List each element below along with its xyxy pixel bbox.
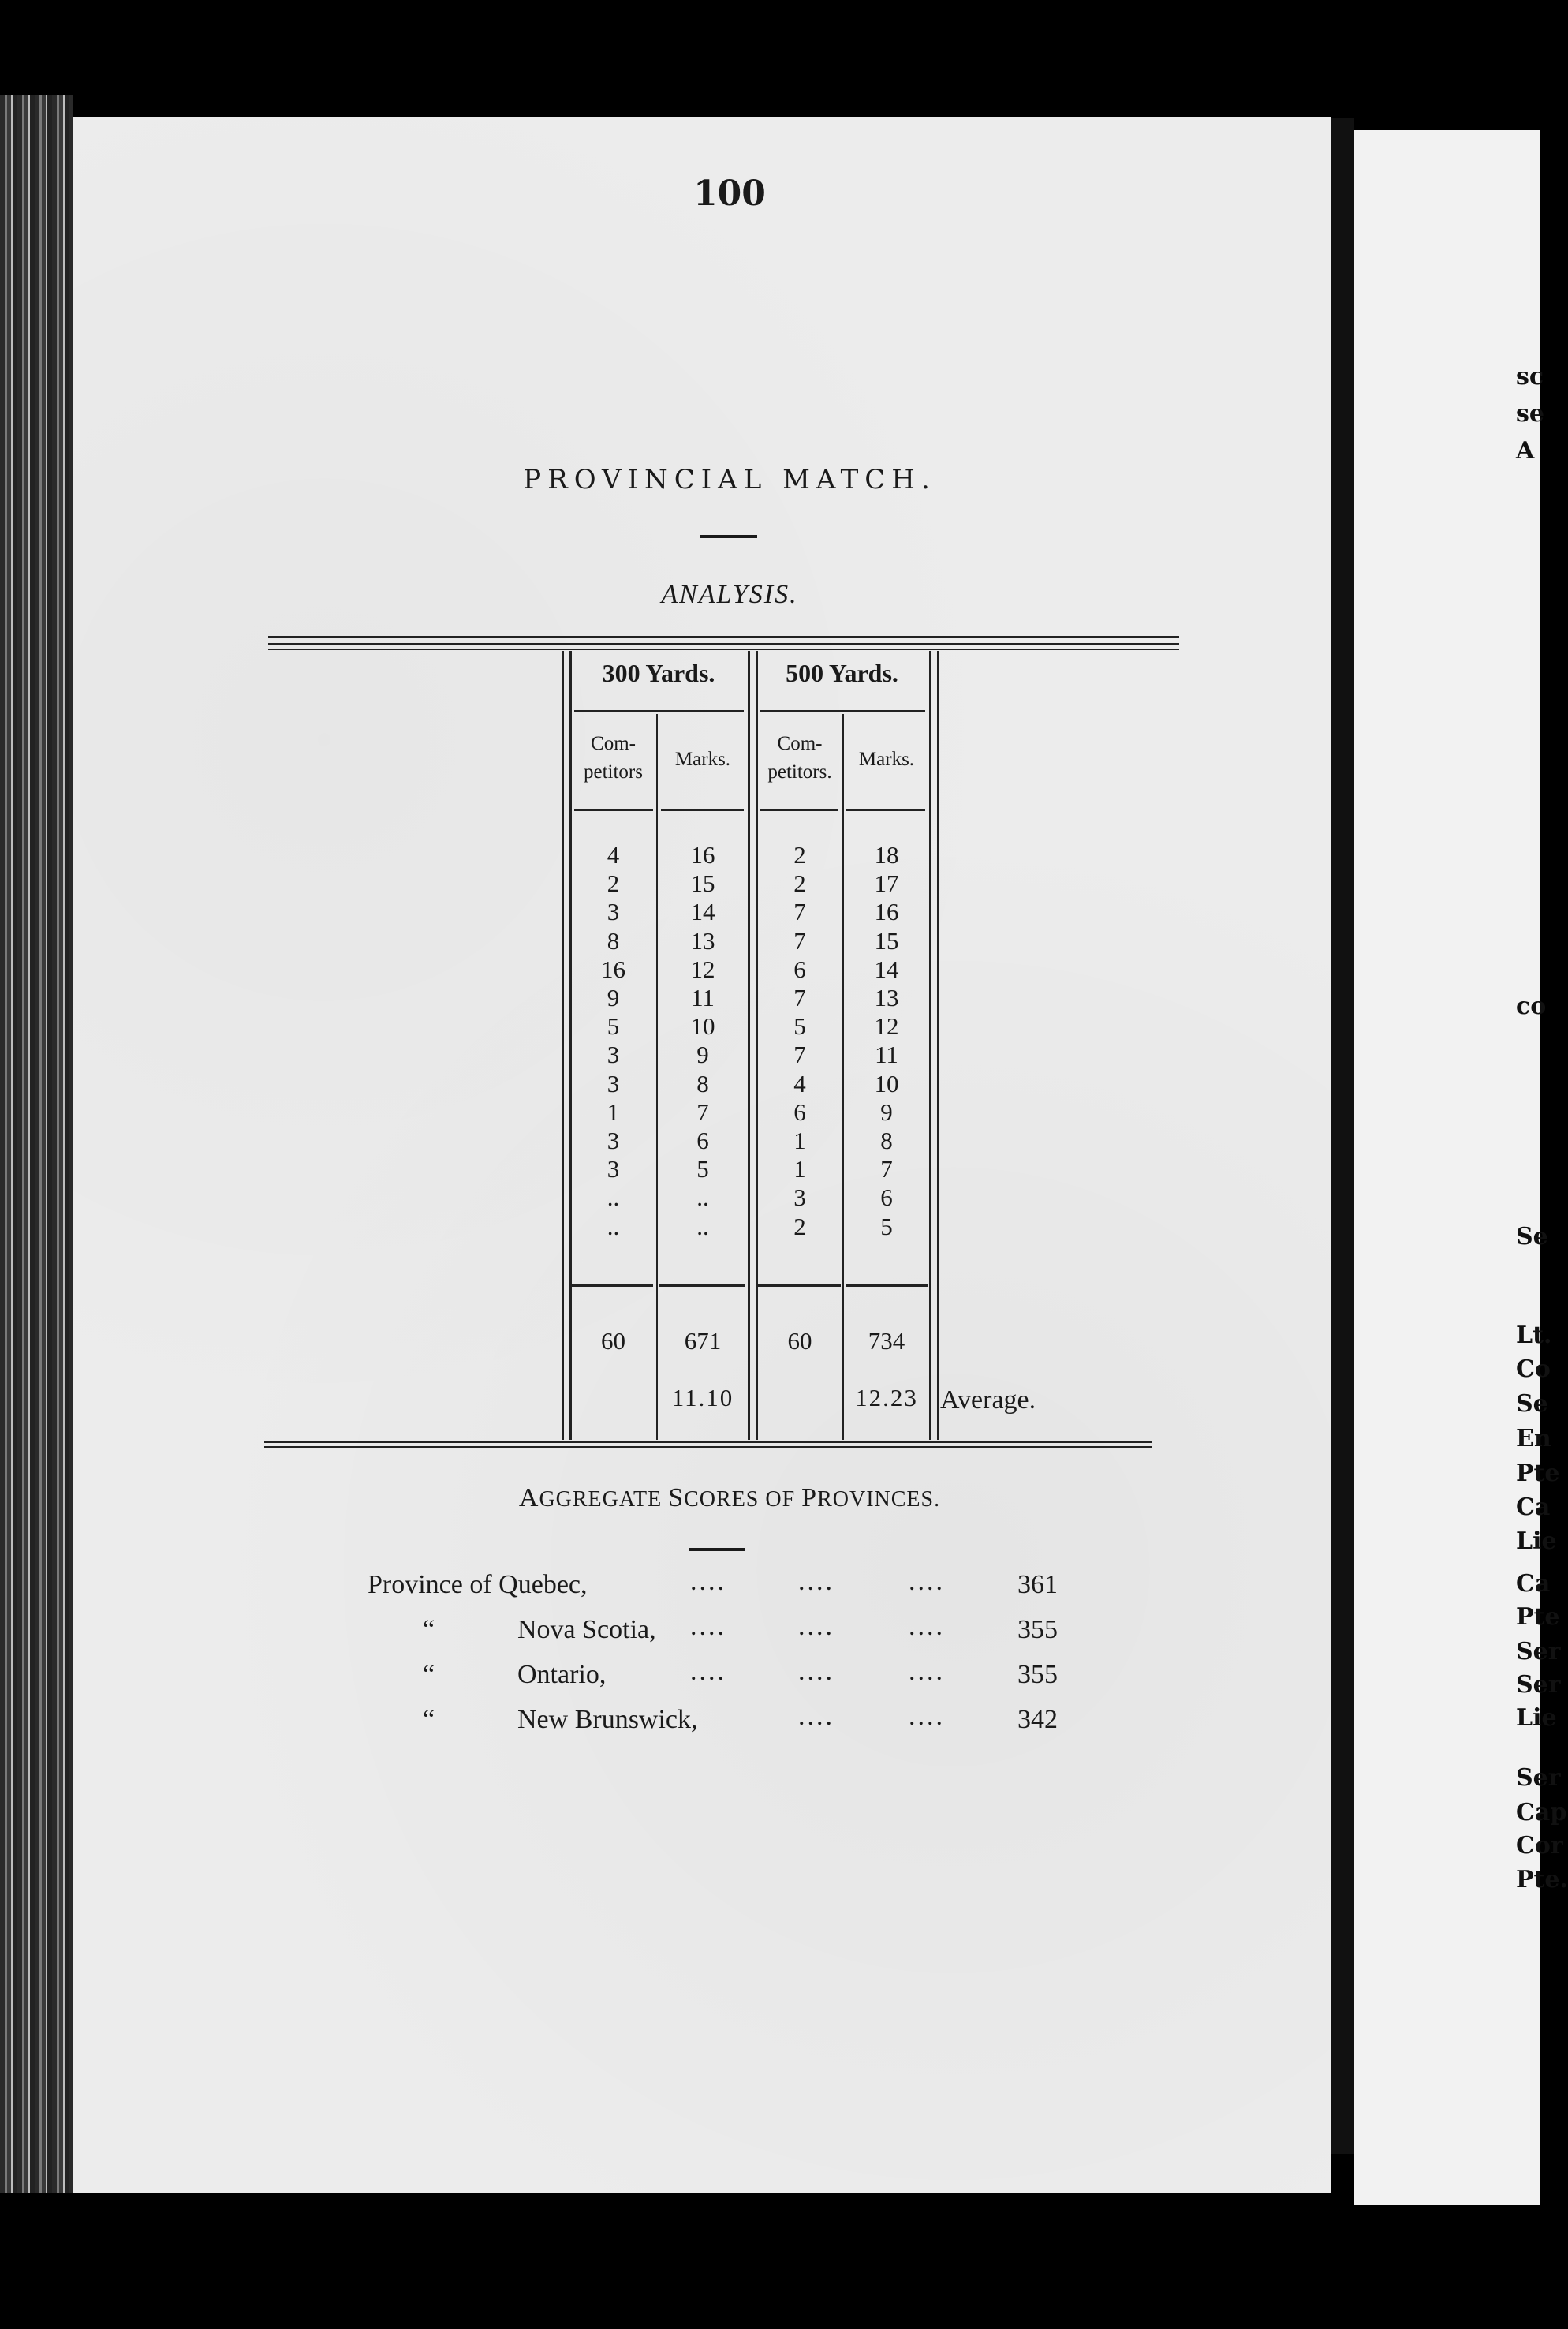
title-word: ROVINCES.: [817, 1487, 941, 1512]
ditto-mark: “: [423, 1705, 435, 1734]
cell-competitors-500: 4: [793, 1069, 806, 1097]
cell-marks-500: 18: [874, 841, 899, 869]
cell-competitors-500: 2: [793, 1212, 806, 1240]
facing-page-text: Ca: [1516, 1493, 1551, 1521]
facing-page-text: Ser: [1516, 1764, 1561, 1792]
cell-competitors-300: 9: [607, 984, 620, 1011]
title-rule: [700, 535, 757, 538]
cell-marks-300: 16: [690, 841, 715, 869]
cell-competitors-300: 5: [607, 1012, 620, 1041]
cell-competitors-300: 3: [607, 1155, 620, 1183]
province-name: Province of Quebec,: [368, 1570, 588, 1599]
cell-marks-300: 10: [690, 1012, 715, 1041]
title-initial: P: [801, 1483, 818, 1512]
cell-competitors-500: 5: [793, 1012, 806, 1041]
average-marks-300: 11.10: [671, 1384, 734, 1411]
facing-page-text: Co: [1516, 1355, 1551, 1383]
leader-dots: ....: [909, 1657, 945, 1686]
header-marks-300: Marks.: [674, 749, 731, 770]
cell-competitors-500: 6: [793, 1097, 806, 1126]
cell-marks-500: 11: [875, 1041, 898, 1069]
cell-marks-300: ..: [696, 1212, 709, 1240]
aggregate-title-rule: [689, 1548, 745, 1551]
total-marks-500: 734: [868, 1327, 905, 1355]
facing-page-text: Lt.: [1516, 1322, 1552, 1349]
province-score: 355: [1017, 1660, 1058, 1689]
title-word: CORES: [684, 1487, 760, 1512]
leader-dots: ....: [798, 1657, 834, 1686]
cell-marks-300: ..: [696, 1183, 709, 1212]
cell-marks-500: 6: [880, 1183, 893, 1212]
title-word: OF: [765, 1487, 796, 1512]
facing-page-text: A: [1516, 437, 1535, 465]
header-competitors-line1: Com-: [591, 733, 636, 754]
leader-dots: ....: [909, 1567, 945, 1596]
average-label: Average.: [940, 1385, 1036, 1415]
cell-marks-300: 12: [690, 955, 715, 983]
title-initial: S: [668, 1483, 685, 1512]
header-competitors-300: [572, 730, 655, 787]
page-gutter: [1331, 118, 1354, 2154]
analysis-subtitle: ANALYSIS.: [661, 580, 798, 609]
average-marks-500: 12.23: [855, 1384, 918, 1411]
cell-competitors-500: 7: [793, 926, 806, 955]
facing-page-text: Pte.: [1516, 1866, 1568, 1893]
province-score: 342: [1017, 1705, 1058, 1734]
cell-marks-500: 14: [874, 955, 899, 983]
cell-competitors-500: 2: [793, 869, 806, 898]
cell-competitors-300: 8: [607, 926, 620, 955]
cell-marks-300: 13: [690, 926, 715, 955]
leader-dots: ....: [798, 1612, 834, 1641]
facing-page-text: Pte: [1516, 1603, 1560, 1631]
facing-page-text: Ca: [1516, 1570, 1551, 1598]
cell-competitors-300: 3: [607, 1127, 620, 1154]
facing-page-text: se: [1516, 400, 1544, 428]
facing-page-text: Se: [1516, 1390, 1548, 1418]
leader-dots: ....: [909, 1702, 945, 1731]
header-300-yards: 300 Yards.: [602, 659, 715, 687]
header-competitors-500: [757, 730, 842, 787]
facing-page-text: Pte: [1516, 1460, 1560, 1487]
cell-competitors-300: 4: [607, 841, 620, 869]
cell-marks-300: 8: [696, 1069, 709, 1097]
facing-page-text: Cor: [1516, 1832, 1563, 1860]
leader-dots: ....: [690, 1612, 726, 1641]
book-binding: [0, 95, 73, 2193]
leader-dots: ....: [690, 1567, 726, 1596]
province-name: New Brunswick,: [517, 1705, 698, 1734]
cell-marks-300: 6: [696, 1127, 709, 1154]
cell-competitors-500: 1: [793, 1127, 806, 1154]
title-initial: A: [518, 1483, 539, 1512]
header-500-yards: 500 Yards.: [786, 659, 898, 687]
province-score: 361: [1017, 1570, 1058, 1599]
facing-page-text: Cap: [1516, 1799, 1567, 1826]
cell-marks-300: 7: [696, 1097, 709, 1126]
cell-competitors-300: 3: [607, 898, 620, 926]
cell-marks-300: 15: [690, 869, 715, 898]
header-marks-500: Marks.: [858, 749, 915, 770]
cell-competitors-300: 16: [601, 955, 625, 983]
total-competitors-300: 60: [601, 1327, 625, 1355]
page-title: PROVINCIAL MATCH.: [523, 464, 936, 495]
province-name: Ontario,: [517, 1660, 607, 1689]
cell-marks-500: 13: [874, 984, 899, 1011]
header-competitors-line2: petitors: [584, 761, 643, 783]
cell-marks-500: 16: [874, 898, 899, 926]
cell-marks-500: 12: [874, 1012, 899, 1041]
cell-marks-500: 15: [874, 926, 899, 955]
cell-marks-500: 17: [874, 869, 899, 898]
cell-marks-500: 10: [874, 1069, 899, 1097]
page-number: 100: [693, 174, 766, 214]
leader-dots: ....: [798, 1702, 834, 1731]
ditto-mark: “: [423, 1615, 435, 1644]
cell-competitors-500: 1: [793, 1155, 806, 1183]
aggregate-title: [0, 1483, 1459, 1513]
cell-competitors-300: 1: [607, 1097, 620, 1126]
total-competitors-500: 60: [787, 1327, 812, 1355]
cell-competitors-500: 6: [793, 955, 806, 983]
total-marks-300: 671: [684, 1327, 722, 1355]
cell-marks-300: 9: [696, 1041, 709, 1069]
cell-marks-500: 9: [880, 1097, 893, 1126]
cell-competitors-300: ..: [607, 1212, 620, 1240]
facing-page-text: Se: [1516, 1223, 1548, 1250]
cell-marks-300: 14: [690, 898, 715, 926]
cell-marks-500: 8: [880, 1127, 893, 1154]
cell-competitors-500: 3: [793, 1183, 806, 1212]
facing-page-text: Ser: [1516, 1671, 1561, 1699]
province-name: Nova Scotia,: [517, 1615, 656, 1644]
header-competitors-line2: petitors.: [767, 761, 832, 783]
cell-competitors-500: 2: [793, 841, 806, 869]
header-competitors-line1: Com-: [777, 733, 823, 754]
facing-page-text: co: [1516, 993, 1547, 1020]
ditto-mark: “: [423, 1660, 435, 1689]
cell-competitors-500: 7: [793, 898, 806, 926]
cell-competitors-300: 3: [607, 1069, 620, 1097]
cell-competitors-500: 7: [793, 1041, 806, 1069]
cell-competitors-300: 3: [607, 1041, 620, 1069]
cell-competitors-300: ..: [607, 1183, 620, 1212]
cell-marks-300: 5: [696, 1155, 709, 1183]
facing-page-text: Lie: [1516, 1527, 1557, 1555]
title-word: GGREGATE: [539, 1487, 663, 1512]
leader-dots: ....: [690, 1657, 726, 1686]
leader-dots: ....: [909, 1612, 945, 1641]
facing-page-text: En: [1516, 1425, 1551, 1452]
cell-marks-300: 11: [691, 984, 715, 1011]
leader-dots: ....: [798, 1567, 834, 1596]
province-score: 355: [1017, 1615, 1058, 1644]
cell-marks-500: 7: [880, 1155, 893, 1183]
facing-page: [1354, 130, 1568, 2205]
cell-competitors-300: 2: [607, 869, 620, 898]
cell-marks-500: 5: [880, 1212, 893, 1240]
facing-page-text: Lie: [1516, 1704, 1557, 1732]
facing-page-text: sc: [1516, 363, 1544, 391]
cell-competitors-500: 7: [793, 984, 806, 1011]
facing-page-text: Ser: [1516, 1638, 1561, 1665]
